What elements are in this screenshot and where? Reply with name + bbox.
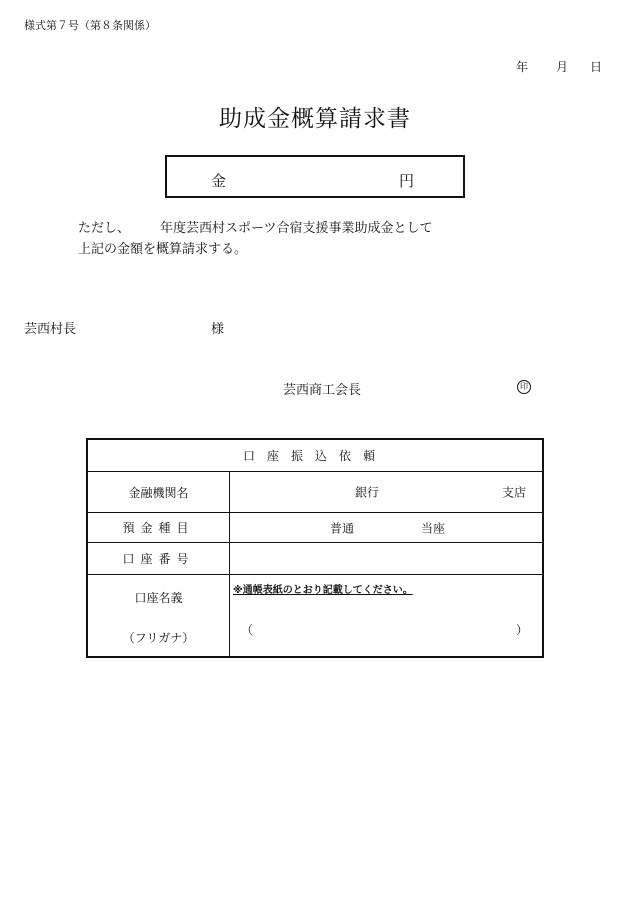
addressee-honorific: 様: [211, 322, 225, 337]
amount-unit: 円: [399, 172, 415, 190]
amount-box: [165, 155, 465, 198]
table-row: [87, 543, 543, 575]
table-row: [87, 575, 543, 658]
account-name-field[interactable]: [230, 575, 544, 658]
institution-label: 金融機関名: [87, 472, 230, 513]
table-row: [87, 513, 543, 543]
statement-proviso: ただし、: [78, 221, 131, 236]
statement-line-1: [78, 218, 433, 239]
furigana-paren-close: ）: [515, 623, 528, 637]
deposit-option-ordinary[interactable]: 普通: [330, 521, 355, 535]
form-number: 様式第７号（第８条関係）: [24, 19, 156, 32]
table-row: [87, 472, 543, 513]
furigana-paren-open: （: [241, 623, 254, 637]
institution-field[interactable]: [230, 472, 544, 513]
addressee-name: 芸西村長: [24, 322, 77, 337]
request-statement: [78, 218, 433, 260]
date-month: 月: [556, 60, 569, 74]
statement-purpose: 年度芸西村スポーツ合宿支援事業助成金として: [160, 221, 433, 236]
bank-suffix: 銀行: [355, 485, 380, 500]
statement-line-2: 上記の金額を概算請求する。: [78, 242, 248, 257]
account-number-label: 口座番号: [87, 543, 230, 575]
bank-table-header: 口座振込依頼: [87, 439, 543, 472]
account-name-label: 口座名義: [134, 591, 183, 605]
deposit-type-field[interactable]: [230, 513, 544, 543]
applicant-name: 芸西商工会長: [283, 383, 362, 398]
account-number-field[interactable]: [230, 543, 544, 575]
document-title: 助成金概算請求書: [219, 106, 411, 132]
furigana-label: （フリガナ）: [122, 631, 195, 645]
deposit-option-checking[interactable]: 当座: [421, 521, 446, 535]
bank-transfer-table: [86, 438, 544, 658]
branch-suffix: 支店: [502, 485, 527, 500]
amount-prefix: 金: [211, 172, 227, 190]
date-day: 日: [590, 60, 603, 74]
deposit-type-label: 預金種目: [87, 513, 230, 543]
account-name-label-cell: [87, 575, 230, 658]
addressee: [24, 318, 225, 337]
date-year: 年: [516, 60, 529, 74]
date-line: [516, 58, 602, 75]
seal-mark: 印: [517, 380, 531, 394]
account-name-note: ※通帳表紙のとおり記載してください。: [233, 585, 413, 596]
